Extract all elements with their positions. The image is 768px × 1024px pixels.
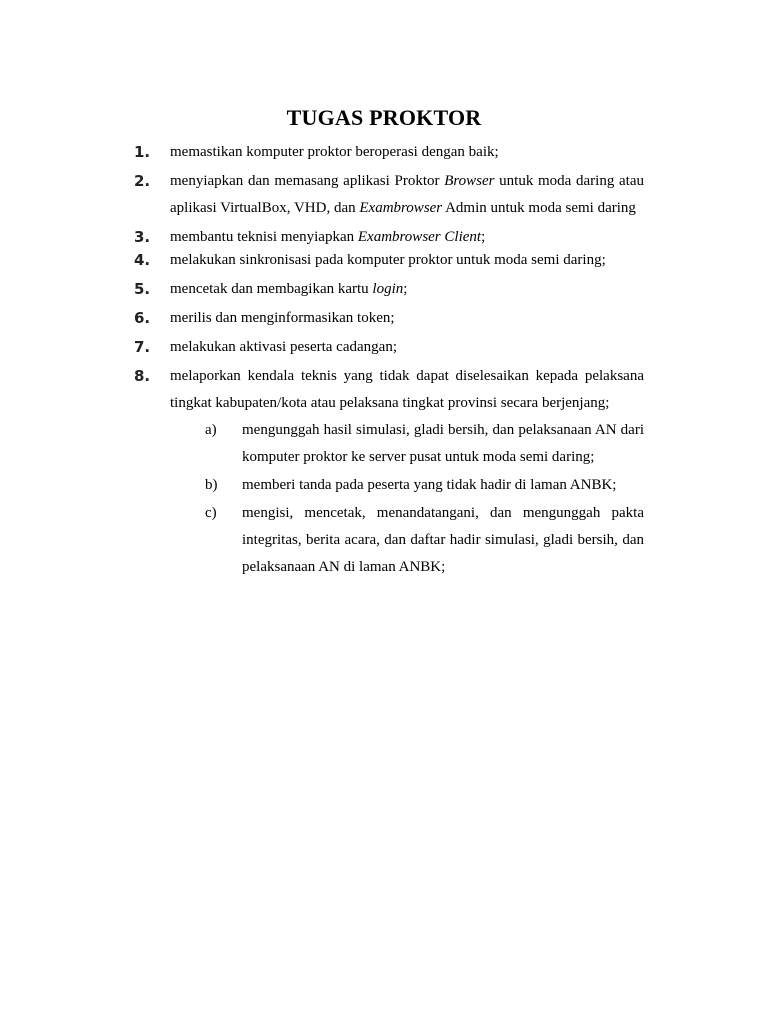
list-number: 6.	[134, 309, 151, 327]
list-number: 8.	[134, 367, 151, 385]
list-number: 5.	[134, 280, 151, 298]
list-text: melakukan sinkronisasi pada komputer proktor untuk moda semi daring;	[170, 252, 606, 268]
list-text: membantu teknisi menyiapkan Exambrowser Client;	[170, 229, 486, 245]
list-text: melaporkan kendala teknis yang tidak dapat diselesaikan kepada pelaksana tingkat kabupaten/kota atau pelaksana tingkat provinsi secara berjenjang;	[170, 368, 644, 411]
document-title: TUGAS PROKTOR	[286, 105, 482, 130]
list-text: menyiapkan dan memasang aplikasi Proktor Browser untuk moda daring atau aplikasi VirtualBox, VHD, dan Exambrowser Admin untuk moda semi daring	[170, 173, 644, 216]
list-number: 7.	[134, 338, 151, 356]
sub-letter: b)	[205, 477, 218, 493]
list-text: melakukan aktivasi peserta cadangan;	[170, 339, 397, 355]
sub-text: mengisi, mencetak, menandatangani, dan mengunggah pakta integritas, berita acara, dan daftar hadir simulasi, gladi bersih, dan pelaksanaan AN di laman ANBK;	[242, 505, 644, 575]
list-number: 2.	[134, 172, 151, 190]
list-text: merilis dan menginformasikan token;	[170, 310, 395, 326]
list-number: 1.	[134, 143, 151, 161]
list-number: 3.	[134, 228, 151, 246]
list-text: memastikan komputer proktor beroperasi dengan baik;	[170, 144, 499, 160]
sub-text: memberi tanda pada peserta yang tidak hadir di laman ANBK;	[242, 477, 617, 493]
list-text: mencetak dan membagikan kartu login;	[170, 281, 408, 297]
list-number: 4.	[134, 251, 151, 269]
sub-letter: a)	[205, 422, 217, 438]
sub-text: mengunggah hasil simulasi, gladi bersih, dan pelaksanaan AN dari komputer proktor ke server pusat untuk moda semi daring;	[242, 422, 644, 465]
sub-letter: c)	[205, 505, 217, 521]
